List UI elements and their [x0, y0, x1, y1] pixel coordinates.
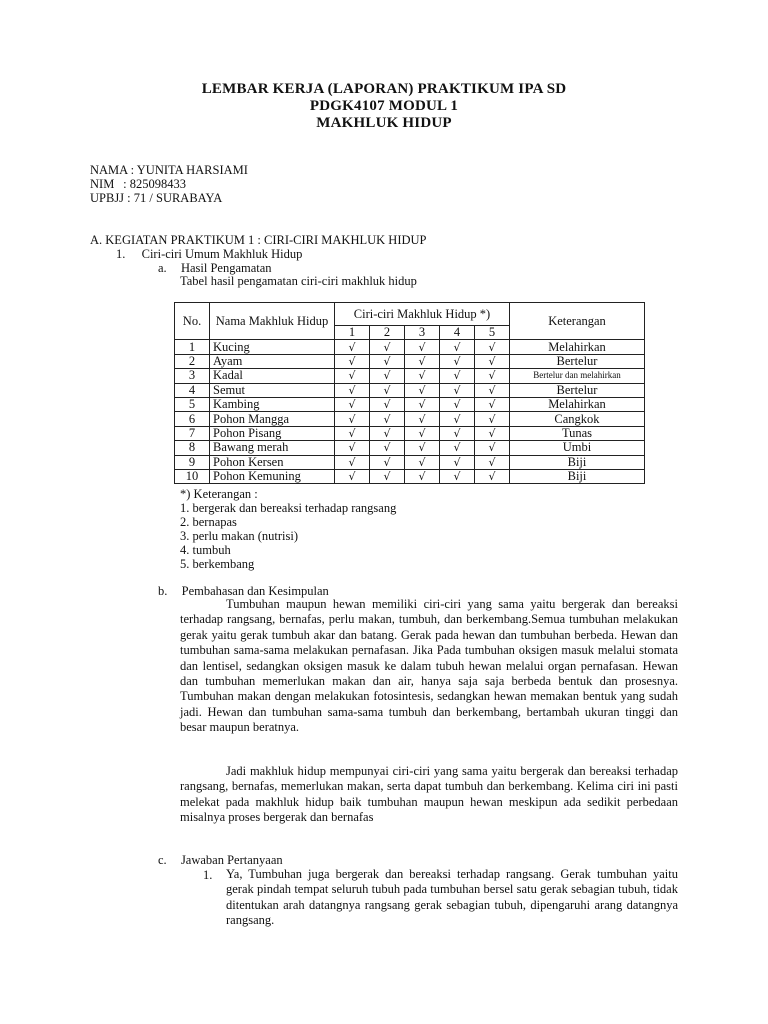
- nim-label: NIM: [90, 177, 115, 191]
- check-mark: √: [405, 369, 440, 383]
- check-mark: √: [475, 441, 510, 455]
- discussion-paragraph-2: [180, 764, 678, 826]
- check-mark: √: [475, 455, 510, 469]
- row-name: Pohon Kersen: [210, 455, 335, 469]
- note-item: 5. berkembang: [180, 557, 255, 571]
- row-keterangan: Bertelur: [510, 354, 645, 368]
- table-row: [175, 426, 645, 440]
- nim-row: [90, 177, 186, 192]
- header-ciri: Ciri-ciri Makhluk Hidup *): [335, 303, 510, 326]
- check-mark: √: [475, 397, 510, 411]
- check-mark: √: [440, 455, 475, 469]
- doc-title-line3: MAKHLUK HIDUP: [316, 115, 452, 131]
- sub-c-heading: [158, 853, 283, 868]
- check-mark: √: [405, 441, 440, 455]
- check-mark: √: [335, 354, 370, 368]
- doc-title-line2: PDGK4107 MODUL 1: [309, 98, 459, 114]
- discussion-paragraph-1: [180, 597, 678, 736]
- note-item: 1. bergerak dan bereaksi terhadap rangsang: [180, 501, 397, 515]
- header-num-1: 1: [335, 326, 370, 340]
- row-keterangan: Bertelur: [510, 383, 645, 397]
- row-number: 6: [175, 412, 210, 426]
- check-mark: √: [475, 340, 510, 354]
- row-name: Ayam: [210, 354, 335, 368]
- row-number: 10: [175, 469, 210, 483]
- table-row: [175, 354, 645, 368]
- table-row: [175, 397, 645, 411]
- check-mark: √: [440, 441, 475, 455]
- check-mark: √: [335, 340, 370, 354]
- sub-b-letter: b.: [158, 584, 168, 598]
- para1-text: Tumbuhan maupun hewan memiliki ciri-ciri yang sama yaitu bergerak dan bereaksi terhadap rangsang, bernafas, perlu makan, tumbuh, dan berkembang.Semua tumbuhan melakukan gerak yaitu gerak tumbuh akar dan batang. Gerak pada hewan dan tumbuhan berbeda. Hewan dan tumbuhan sama-sama melakukan pernafasan. Jika Pada tumbuhan oksigen masuk melalui stomata dan lentisel, sedangkan oksigen masuk ke dalam tubuh hewan melalui organ pernafasan. Hewan dan tumbuhan memerlukan makan dan air, hanya saja saja berbeda bentuk dan prosesnya. Tumbuhan makan dengan melakukan fotosintesis, sedangkan hewan memakan bentuk yang sudah jadi. Hewan dan tumbuhan sama-sama tumbuh dan berkembang, bertambah ukuran tinggi dan besar maupun beratnya.: [180, 597, 678, 735]
- row-keterangan: Umbi: [510, 441, 645, 455]
- sub-c-letter: c.: [158, 853, 167, 867]
- nama-row: [90, 163, 248, 178]
- check-mark: √: [475, 369, 510, 383]
- check-mark: √: [370, 412, 405, 426]
- row-name: Kucing: [210, 340, 335, 354]
- check-mark: √: [440, 397, 475, 411]
- check-mark: √: [335, 441, 370, 455]
- check-mark: √: [440, 412, 475, 426]
- note-item: 4. tumbuh: [180, 543, 231, 557]
- check-mark: √: [475, 469, 510, 483]
- sub-a-letter: a.: [158, 261, 167, 275]
- table-row: [175, 469, 645, 483]
- check-mark: √: [405, 426, 440, 440]
- row-name: Kambing: [210, 397, 335, 411]
- notes-title: *) Keterangan :: [180, 487, 258, 501]
- check-mark: √: [335, 412, 370, 426]
- item-1-number: 1.: [116, 247, 126, 261]
- note-item: 2. bernapas: [180, 515, 237, 529]
- row-number: 7: [175, 426, 210, 440]
- row-name: Semut: [210, 383, 335, 397]
- table-row: [175, 340, 645, 354]
- check-mark: √: [475, 354, 510, 368]
- row-number: 2: [175, 354, 210, 368]
- upbjj-row: [90, 191, 222, 206]
- row-keterangan: Biji: [510, 469, 645, 483]
- sub-c-title: Jawaban Pertanyaan: [180, 853, 283, 867]
- row-keterangan: Biji: [510, 455, 645, 469]
- notes-block: [180, 487, 396, 571]
- check-mark: √: [405, 469, 440, 483]
- header-no: No.: [175, 303, 210, 340]
- sub-a-title: Hasil Pengamatan: [180, 261, 272, 275]
- para2-text: Jadi makhluk hidup mempunyai ciri-ciri yang sama yaitu bergerak dan bereaksi terhadap rangsang, bernafas, memerlukan makan, serta dapat tumbuh dan berkembang. Kelima ciri ini pasti melekat pada makhluk hidup baik tumbuhan maupun hewan meskipun ada sedikit perbedaan misalnya proses bergerak dan bernafas: [180, 764, 678, 825]
- check-mark: √: [370, 426, 405, 440]
- check-mark: √: [370, 383, 405, 397]
- check-mark: √: [475, 383, 510, 397]
- check-mark: √: [335, 397, 370, 411]
- row-name: Pohon Kemuning: [210, 469, 335, 483]
- row-number: 4: [175, 383, 210, 397]
- nama-value: : YUNITA HARSIAMI: [130, 163, 248, 177]
- nama-label: NAMA: [90, 163, 128, 177]
- upbjj-label: UPBJJ: [90, 191, 125, 205]
- check-mark: √: [335, 469, 370, 483]
- note-item: 3. perlu makan (nutrisi): [180, 529, 299, 543]
- check-mark: √: [440, 369, 475, 383]
- item-1-heading: [116, 247, 302, 262]
- check-mark: √: [405, 455, 440, 469]
- upbjj-value: : 71 / SURABAYA: [127, 191, 223, 205]
- row-keterangan: Cangkok: [510, 412, 645, 426]
- check-mark: √: [405, 383, 440, 397]
- check-mark: √: [370, 340, 405, 354]
- check-mark: √: [405, 397, 440, 411]
- row-number: 8: [175, 441, 210, 455]
- check-mark: √: [440, 340, 475, 354]
- check-mark: √: [405, 412, 440, 426]
- check-mark: √: [475, 426, 510, 440]
- header-num-3: 3: [405, 326, 440, 340]
- check-mark: √: [440, 426, 475, 440]
- header-num-2: 2: [370, 326, 405, 340]
- table-header-row: [175, 303, 645, 326]
- answer-1-number: 1.: [203, 868, 213, 882]
- header-name: Nama Makhluk Hidup: [210, 303, 335, 340]
- row-number: 1: [175, 340, 210, 354]
- row-keterangan: Melahirkan: [510, 397, 645, 411]
- sub-b-title: Pembahasan dan Kesimpulan: [181, 584, 329, 598]
- table-row: [175, 412, 645, 426]
- row-name: Kadal: [210, 369, 335, 383]
- check-mark: √: [370, 441, 405, 455]
- table-row: [175, 441, 645, 455]
- check-mark: √: [440, 354, 475, 368]
- check-mark: √: [405, 340, 440, 354]
- check-mark: √: [370, 369, 405, 383]
- row-keterangan: Melahirkan: [510, 340, 645, 354]
- item-1-text: Ciri-ciri Umum Makhluk Hidup: [141, 247, 303, 261]
- table-caption: Tabel hasil pengamatan ciri-ciri makhluk hidup: [180, 274, 417, 288]
- row-keterangan: Tunas: [510, 426, 645, 440]
- answer-1-text: Ya, Tumbuhan juga bergerak dan bereaksi terhadap rangsang. Gerak tumbuhan yaitu gerak pindah tempat seluruh tubuh pada tumbuhan bersel satu gerak sebagian tubuh, tidak ditentukan arah datangnya rangsang gerak sebagian tubuh, dipengaruhi arang datangnya rangsang.: [226, 867, 678, 928]
- table-row: [175, 369, 645, 383]
- row-number: 9: [175, 455, 210, 469]
- check-mark: √: [335, 369, 370, 383]
- check-mark: √: [335, 426, 370, 440]
- row-name: Pohon Mangga: [210, 412, 335, 426]
- row-name: Bawang merah: [210, 441, 335, 455]
- check-mark: √: [405, 354, 440, 368]
- row-number: 3: [175, 369, 210, 383]
- observation-table: [174, 302, 645, 484]
- section-a-heading: A. KEGIATAN PRAKTIKUM 1 : CIRI-CIRI MAKHLUK HIDUP: [90, 233, 427, 247]
- check-mark: √: [370, 455, 405, 469]
- doc-title-line1: LEMBAR KERJA (LAPORAN) PRAKTIKUM IPA SD: [201, 81, 567, 97]
- nim-value: : 825098433: [123, 177, 186, 191]
- check-mark: √: [440, 469, 475, 483]
- check-mark: √: [370, 469, 405, 483]
- row-name: Pohon Pisang: [210, 426, 335, 440]
- check-mark: √: [335, 383, 370, 397]
- check-mark: √: [440, 383, 475, 397]
- header-num-4: 4: [440, 326, 475, 340]
- row-keterangan: Bertelur dan melahirkan: [510, 369, 645, 383]
- table-row: [175, 383, 645, 397]
- check-mark: √: [475, 412, 510, 426]
- header-keterangan: Keterangan: [510, 303, 645, 340]
- check-mark: √: [370, 354, 405, 368]
- row-number: 5: [175, 397, 210, 411]
- table-row: [175, 455, 645, 469]
- header-num-5: 5: [475, 326, 510, 340]
- check-mark: √: [370, 397, 405, 411]
- check-mark: √: [335, 455, 370, 469]
